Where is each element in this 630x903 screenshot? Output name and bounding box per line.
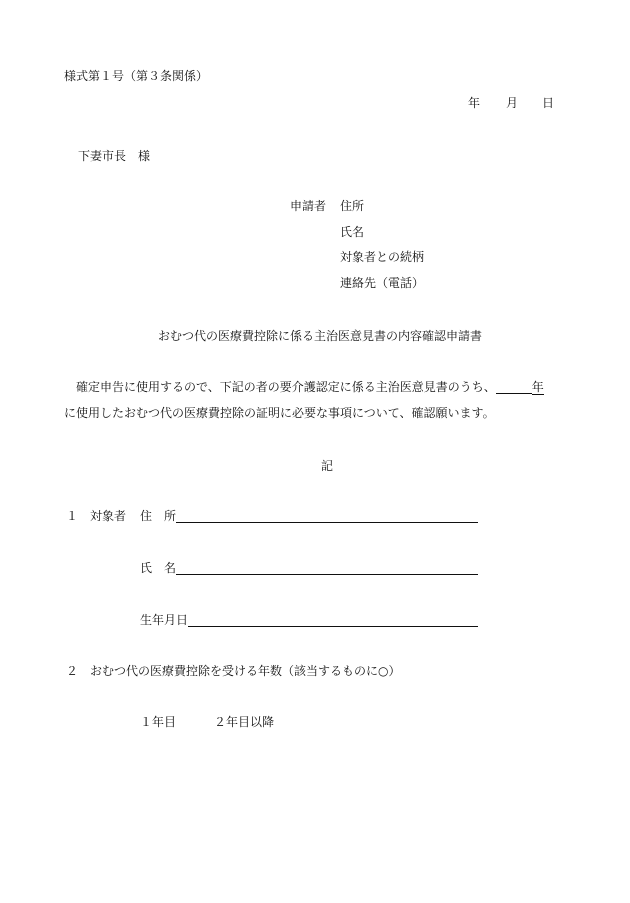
- applicant-contact-label: 連絡先（電話）: [340, 276, 425, 290]
- body-line-1-text: 確定申告に使用するので、下記の者の要介護認定に係る主治医意見書のうち、: [76, 380, 496, 394]
- section2-number: ２: [66, 664, 79, 678]
- option-first-year: １年目: [140, 715, 177, 729]
- body-line-1: [76, 380, 544, 394]
- applicant-label: 申請者: [290, 199, 327, 213]
- body-line-2: に使用したおむつ代の医療費控除の証明に必要な事項について、確認願います。: [64, 406, 495, 420]
- form-number: 様式第１号（第３条関係）: [64, 69, 209, 83]
- year-suffix: 年: [531, 380, 544, 394]
- section1-address-label: 住 所: [140, 509, 177, 523]
- section1-label: 対象者: [90, 509, 127, 523]
- addressee: 下妻市長 様: [78, 149, 151, 163]
- date-day: 日: [542, 96, 555, 110]
- year-blank: [496, 380, 532, 394]
- birth-line: [188, 626, 478, 627]
- document-title: おむつ代の医療費控除に係る主治医意見書の内容確認申請書: [158, 329, 483, 343]
- applicant-address-label: 住所: [340, 199, 365, 213]
- applicant-relationship-label: 対象者との続柄: [340, 250, 425, 264]
- section1-birth-label: 生年月日: [140, 613, 189, 627]
- date-month: 月: [506, 96, 519, 110]
- note-heading: 記: [321, 459, 334, 473]
- address-line: [176, 522, 478, 523]
- section1-name-label: 氏 名: [140, 561, 177, 575]
- option-second-year-onward: ２年目以降: [214, 715, 275, 729]
- applicant-name-label: 氏名: [340, 225, 365, 239]
- section2-label: おむつ代の医療費控除を受ける年数（該当するものに○）: [90, 664, 401, 678]
- date-year: 年: [468, 96, 481, 110]
- section1-number: １: [66, 509, 79, 523]
- name-line: [176, 574, 478, 575]
